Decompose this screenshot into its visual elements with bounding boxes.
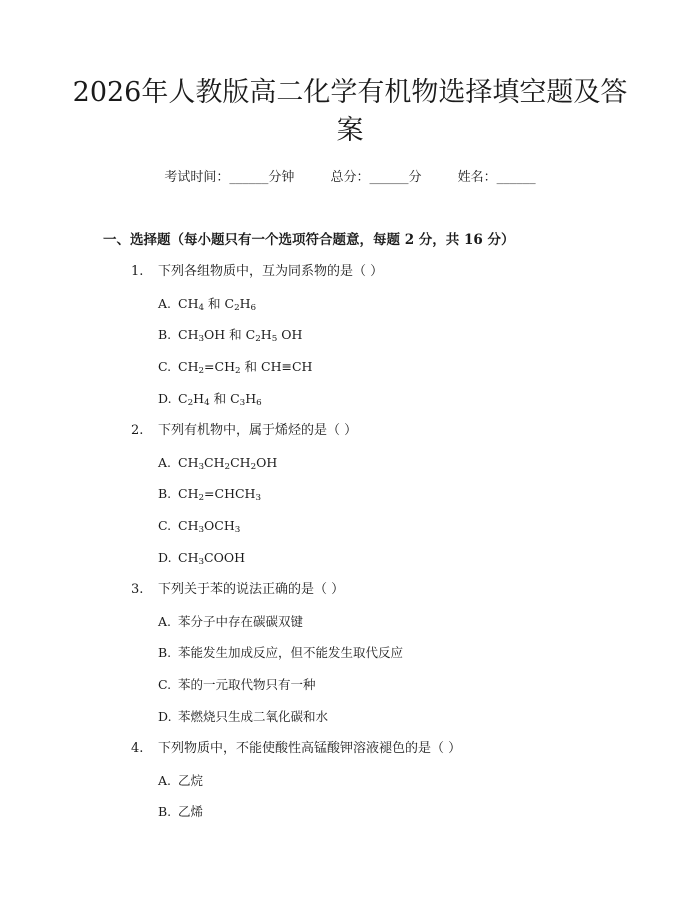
question-stem [131,421,357,441]
question-text: 下列有机物中，属于烯烃的是（ ） [158,423,358,438]
option-letter: C. [158,518,172,534]
option-letter: D. [158,390,172,406]
answer-option [158,516,240,536]
option-text: $CH_3OCH_3$ [178,518,241,536]
option-text: $CH_2=CHCH_3$ [178,486,262,504]
answer-option [158,325,302,345]
answer-option [158,294,256,314]
option-text: 苯的一元取代物只有一种 [178,677,316,693]
question-stem [131,262,383,282]
option-letter: B. [158,486,172,502]
option-letter: A. [158,772,172,788]
exam-info-line [0,168,700,188]
answer-option [158,675,316,695]
option-text: 苯能发生加成反应，但不能发生取代反应 [178,645,404,661]
answer-option [158,484,261,504]
question-number: 2. [131,423,144,438]
option-text: $CH_3CH_2CH_2OH$ [178,454,278,472]
answer-option [158,802,203,822]
option-text: $CH_4$ 和 $C_2H_6$ [178,295,257,313]
answer-option [158,707,328,727]
answer-option [158,612,303,632]
option-text: 乙烯 [178,804,204,820]
question-stem [131,580,344,600]
section-heading-multiple-choice: 一、选择题（每小题只有一个选项符合题意，每题 2 分，共 16 分） [103,232,515,248]
option-letter: A. [158,613,172,629]
option-letter: A. [158,295,172,311]
option-text: 乙烷 [178,772,204,788]
option-letter: B. [158,327,172,343]
option-text: 苯燃烧只生成二氧化碳和水 [178,708,329,724]
option-text: $CH_2=CH_2$ 和 CH≡CH [178,359,313,377]
option-text: 苯分子中存在碳碳双键 [178,613,304,629]
option-letter: D. [158,708,172,724]
question-number: 4. [131,741,144,756]
option-letter: B. [158,804,172,820]
option-letter: B. [158,645,172,661]
option-letter: D. [158,549,172,565]
question-number: 1. [131,264,144,279]
answer-option [158,389,262,409]
student-name-field: 姓名：______ [457,170,536,185]
exam-time-field: 考试时间：______分钟 [164,170,295,185]
option-text: $C_2H_4$ 和 $C_3H_6$ [178,390,262,408]
question-number: 3. [131,582,144,597]
option-letter: C. [158,677,172,693]
document-title: 2026年人教版高二化学有机物选择填空题及答案 [72,77,628,146]
option-text: $CH_3OH$ 和 $C_2H_5$ OH [178,327,303,345]
answer-option [158,548,245,568]
answer-option [158,771,203,791]
answer-option [158,643,403,663]
question-text: 下列各组物质中，互为同系物的是（ ） [158,264,384,279]
option-text: $CH_3COOH$ [178,549,246,567]
total-score-field: 总分：______分 [330,170,422,185]
option-letter: A. [158,454,172,470]
question-text: 下列关于苯的说法正确的是（ ） [158,582,345,597]
answer-option [158,453,277,473]
question-text: 下列物质中，不能使酸性高锰酸钾溶液褪色的是（ ） [158,741,462,756]
option-letter: C. [158,359,172,375]
question-stem [131,739,461,759]
answer-option [158,357,312,377]
